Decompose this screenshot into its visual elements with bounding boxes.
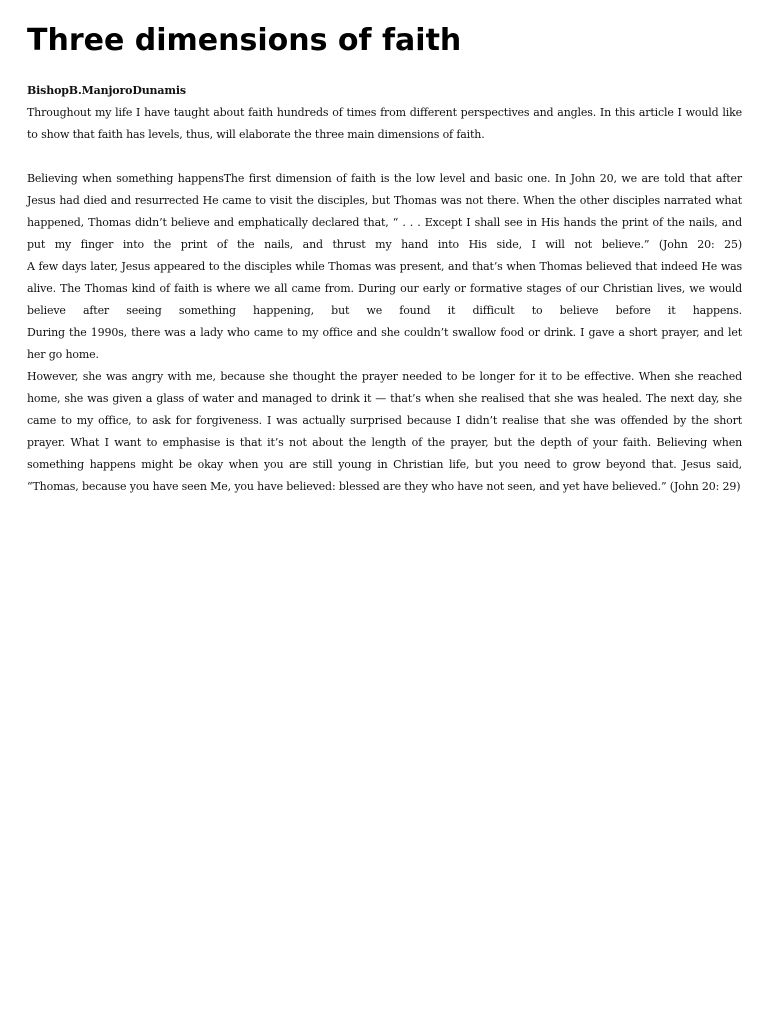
paragraph-thomas-kind-of-faith: A few days later, Jesus appeared to the disciples while Thomas was present, and that’s when Thomas believed that indeed He was alive. The Thomas kind of faith is where we all came from. During our early or formative stages of our Christian lives, we would believe after seeing something happening, but we found it difficult to believe before it happens. — [27, 260, 742, 317]
paragraph-lady-story: During the 1990s, there was a lady who came to my office and she couldn’t swallow food or drink. I gave a short prayer, and let her go home. — [27, 326, 742, 361]
paragraph-depth-of-faith: However, she was angry with me, because she thought the prayer needed to be longer for it to be effective. When she reached home, she was given a glass of water and managed to drink it — that’s when she realised that she was healed. The next day, she came to my office, to ask for forgiveness. I was actually surprised because I didn’t realise that she was offended by the short prayer. What I want to emphasise is that it’s not about the length of the prayer, but the depth of your faith. Believing when something happens might be okay when you are still young in Christian life, but you need to grow beyond that. Jesus said, “Thomas, because you have seen Me, you have believed: blessed are they who have not seen, and yet have believed.” (John 20: 29) — [27, 370, 742, 493]
article-body — [27, 80, 742, 498]
author-byline: BishopB.ManjoroDunamis — [27, 84, 186, 97]
intro-paragraph: Throughout my life I have taught about faith hundreds of times from different perspectives and angles. In this article I would like to show that faith has levels, thus, will elaborate the three main dimensions of faith. — [27, 106, 742, 141]
paragraph-spacer — [27, 146, 742, 168]
paragraph-thomas-doubt: Believing when something happensThe first dimension of faith is the low level and basic one. In John 20, we are told that after Jesus had died and resurrected He came to visit the disciples, but Thomas was not there. When the other disciples narrated what happened, Thomas didn’t believe and emphatically declared that, “ . . . Except I shall see in His hands the print of the nails, and put my finger into the print of the nails, and thrust my hand into His side, I will not believe.” (John 20: 25) — [27, 172, 742, 251]
article-title: Three dimensions of faith — [27, 23, 462, 58]
article — [27, 22, 742, 498]
